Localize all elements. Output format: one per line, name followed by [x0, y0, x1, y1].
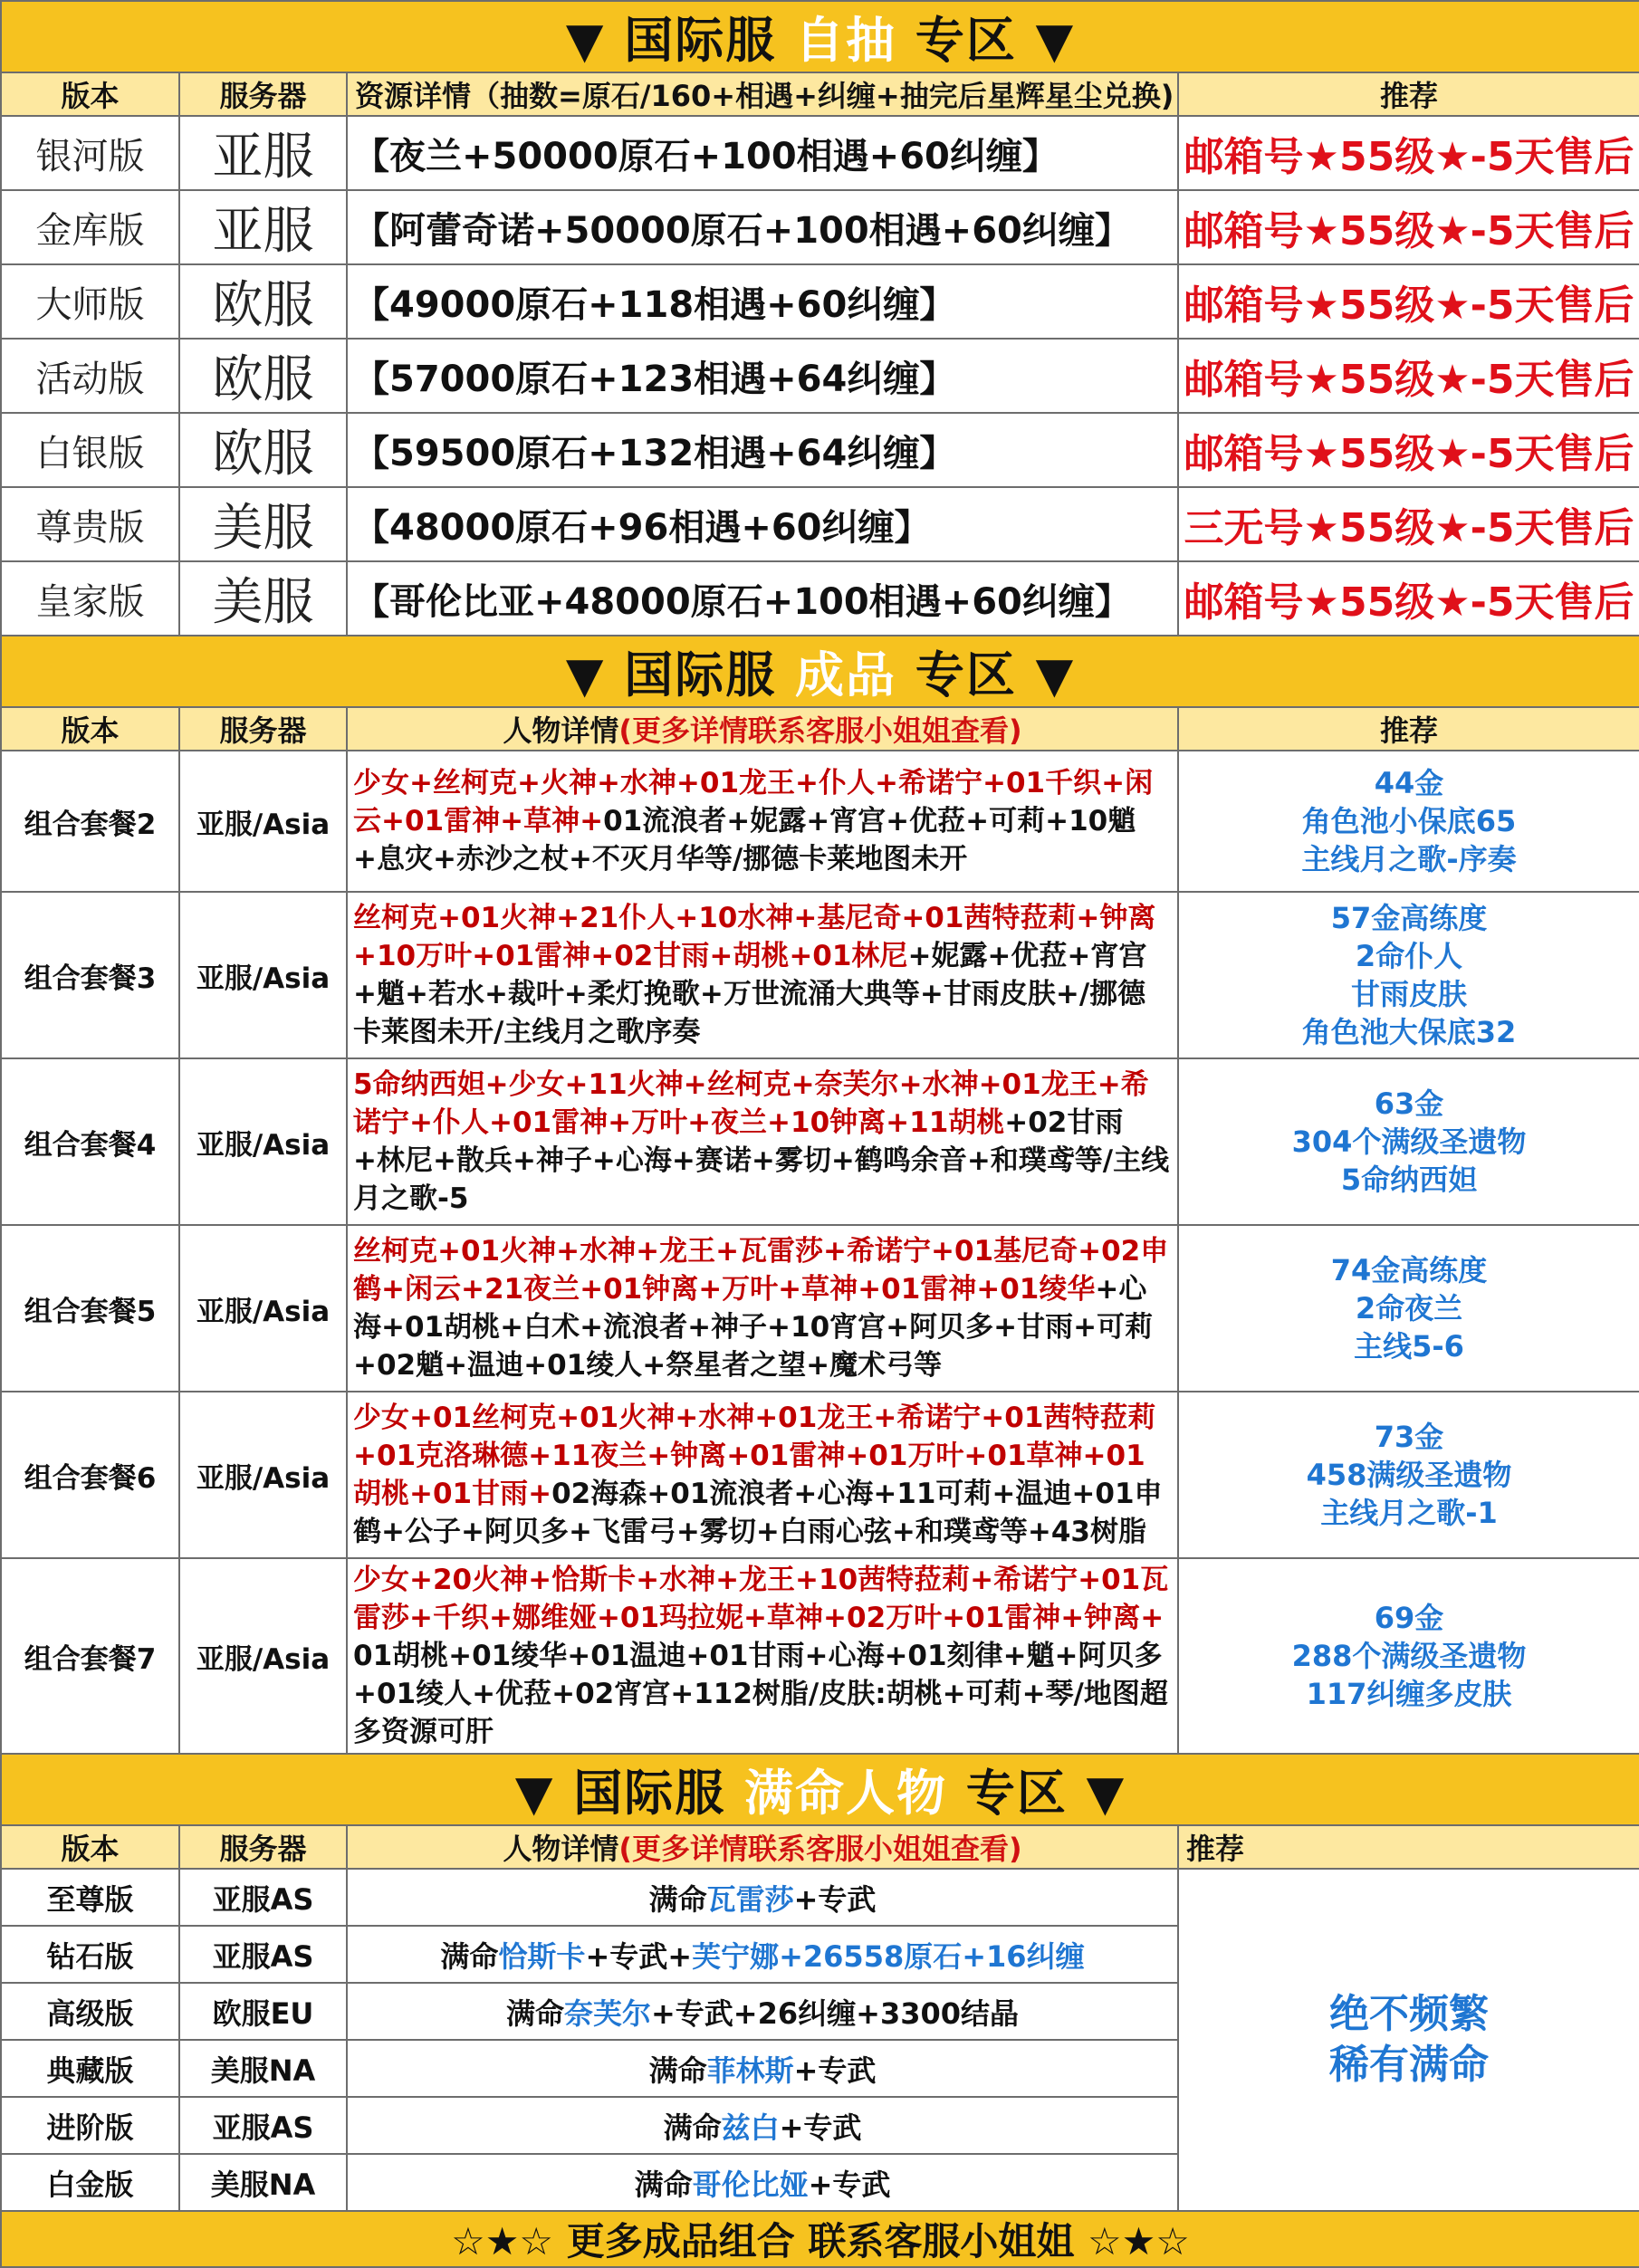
text-span: ▼ 国际服: [514, 1765, 745, 1822]
text-span: 5命纳西妲+少女+11火神+丝柯克+奈芙尔+水神+01龙王+希诺宁+仆人+01雷神+万叶+夜兰+10钟离+11胡桃: [353, 1068, 1149, 1139]
header-server: 服务器: [179, 72, 347, 116]
version-cell: 银河版: [1, 116, 179, 190]
text-span: 兹白: [721, 2110, 780, 2145]
server-cell: 欧服: [179, 339, 347, 413]
recommend-line: 角色池小保底65: [1301, 804, 1517, 838]
section1-banner: [1, 1, 1639, 72]
table-row: [1, 190, 1639, 264]
text-span: 成品: [795, 646, 897, 703]
version-cell: 金库版: [1, 190, 179, 264]
server-cell: 欧服: [179, 413, 347, 487]
text-span: 满命: [505, 1995, 564, 2031]
server-cell: 欧服EU: [179, 1983, 347, 2040]
detail-cell: 【57000原石+123相遇+64纠缠】: [347, 339, 1178, 413]
version-cell: 组合套餐6: [1, 1392, 179, 1558]
section-banner: [1, 1754, 1639, 1825]
recommend-line: 57金高练度: [1330, 901, 1488, 935]
text-span: 满命: [440, 1938, 499, 1974]
recommend-cell: [1178, 1558, 1639, 1754]
header-version: 版本: [1, 72, 179, 116]
text-span: 少女+20火神+恰斯卡+水神+龙王+10茜特菈莉+希诺宁+01瓦雷莎+千织+娜维娅+01玛拉妮+草神+02万叶+01雷神+钟离+: [353, 1564, 1169, 1634]
text-span: 芙宁娜+26558原石+16纠缠: [692, 1938, 1085, 1974]
text-span: 丝柯克+01火神+水神+龙王+瓦雷莎+希诺宁+01基尼奇+02申鹤+闲云+21夜兰+01钟离+万叶+草神+01雷神+01绫华: [353, 1235, 1169, 1306]
section-banner: [1, 636, 1639, 707]
detail-cell: [347, 1869, 1178, 1926]
header-recommend: 推荐: [1178, 72, 1639, 116]
text-span: 少女+丝柯克+火神+水神+01龙王+仆人+希诺宁+01千织+闲云+01雷神+草神+: [353, 767, 1154, 837]
footer-banner: ☆★☆ 更多成品组合 联系客服小姐姐 ☆★☆: [1, 2211, 1639, 2267]
header-version: 版本: [1, 1825, 179, 1869]
server-cell: 欧服: [179, 264, 347, 339]
server-cell: 亚服AS: [179, 2097, 347, 2154]
section3-header-row: [1, 1825, 1639, 1869]
text-span: 菲林斯: [706, 2053, 794, 2088]
version-cell: 组合套餐2: [1, 751, 179, 892]
recommend-line: 甘雨皮肤: [1351, 977, 1468, 1011]
header-version: 版本: [1, 707, 179, 751]
recommend-line: 稀有满命: [1329, 2042, 1490, 2088]
recommend-line: 角色池大保底32: [1301, 1015, 1517, 1049]
server-cell: 亚服: [179, 190, 347, 264]
recommend-cell: [1178, 1869, 1639, 2211]
server-cell: 亚服: [179, 116, 347, 190]
text-span: (更多详情联系客服小姐姐查看): [618, 1832, 1022, 1866]
text-span: 恰斯卡: [498, 1938, 586, 1974]
detail-cell: [347, 2097, 1178, 2154]
text-span: +专武: [793, 1881, 877, 1917]
text-span: +专武+: [585, 1938, 693, 1974]
version-cell: 尊贵版: [1, 487, 179, 561]
recommend-cell: 邮箱号★55级★-5天售后: [1178, 561, 1639, 636]
recommend-line: 2命仆人: [1355, 939, 1463, 973]
version-cell: 组合套餐5: [1, 1225, 179, 1392]
detail-cell: [347, 2154, 1178, 2211]
table-row: [1, 561, 1639, 636]
table-row: [1, 1558, 1639, 1754]
text-span: 01胡桃+01绫华+01温迪+01甘雨+心海+01刻律+魈+阿贝多+01绫人+优菈+02宵宫+112树脂/皮肤:胡桃+可莉+琴/地图超多资源可肝: [353, 1640, 1168, 1748]
text-span: 少女+01丝柯克+01火神+水神+01龙王+希诺宁+01茜特菈莉+01克洛琳德+11夜兰+钟离+01雷神+01万叶+01草神+01胡桃+01甘雨+: [353, 1402, 1156, 1510]
server-cell: 美服: [179, 561, 347, 636]
recommend-cell: 邮箱号★55级★-5天售后: [1178, 116, 1639, 190]
server-cell: 美服NA: [179, 2040, 347, 2097]
detail-cell: 【59500原石+132相遇+64纠缠】: [347, 413, 1178, 487]
recommend-cell: 邮箱号★55级★-5天售后: [1178, 264, 1639, 339]
section-banner: [1, 1, 1639, 72]
version-cell: 高级版: [1, 1983, 179, 2040]
text-span: ▼ 国际服: [565, 12, 796, 69]
text-span: +专武: [779, 2110, 862, 2145]
version-cell: 钻石版: [1, 1926, 179, 1983]
text-span: +妮露+优菈+宵宫+魈+若水+裁叶+柔灯挽歌+万世流涌大典等+甘雨皮肤+/挪德卡莱图未开/主线月之歌序奏: [353, 940, 1147, 1048]
section2-banner: [1, 636, 1639, 707]
text-span: 专区 ▼: [896, 12, 1076, 69]
server-cell: 亚服/Asia: [179, 1058, 347, 1225]
header-server: 服务器: [179, 707, 347, 751]
detail-cell: 【48000原石+96相遇+60纠缠】: [347, 487, 1178, 561]
server-cell: 美服: [179, 487, 347, 561]
header-detail: [347, 707, 1178, 751]
recommend-line: 主线月之歌-1: [1320, 1496, 1498, 1530]
text-span: 瓦雷莎: [706, 1881, 794, 1917]
detail-cell: [347, 1926, 1178, 1983]
table-row: [1, 1058, 1639, 1225]
header-detail: 资源详情（抽数=原石/160+相遇+纠缠+抽完后星辉星尘兑换): [347, 72, 1178, 116]
text-span: 满命: [648, 1881, 707, 1917]
text-span: 满命: [634, 2167, 693, 2202]
text-span: 奈芙尔: [563, 1995, 651, 2031]
text-span: 专区 ▼: [947, 1765, 1126, 1822]
recommend-line: 44金: [1374, 766, 1444, 800]
recommend-cell: [1178, 1392, 1639, 1558]
text-span: 哥伦比娅: [692, 2167, 809, 2202]
version-cell: 组合套餐3: [1, 892, 179, 1058]
text-span: +专武: [793, 2053, 877, 2088]
table-row: [1, 892, 1639, 1058]
recommend-line: 主线5-6: [1354, 1329, 1464, 1364]
version-cell: 活动版: [1, 339, 179, 413]
recommend-cell: [1178, 892, 1639, 1058]
table-row: [1, 1392, 1639, 1558]
table-row: [1, 1225, 1639, 1392]
recommend-line: 74金高练度: [1330, 1253, 1488, 1287]
server-cell: 美服NA: [179, 2154, 347, 2211]
text-span: ▼ 国际服: [565, 646, 796, 703]
text-span: 人物详情: [503, 1832, 619, 1866]
text-span: (更多详情联系客服小姐姐查看): [618, 713, 1022, 748]
section2-header-row: [1, 707, 1639, 751]
server-cell: 亚服/Asia: [179, 1225, 347, 1392]
header-server: 服务器: [179, 1825, 347, 1869]
version-cell: 进阶版: [1, 2097, 179, 2154]
server-cell: 亚服/Asia: [179, 1558, 347, 1754]
server-cell: 亚服/Asia: [179, 892, 347, 1058]
detail-cell: 【哥伦比亚+48000原石+100相遇+60纠缠】: [347, 561, 1178, 636]
text-span: +心海+01胡桃+白术+流浪者+神子+10宵宫+阿贝多+甘雨+可莉+02魈+温迪+01绫人+祭星者之望+魔术弓等: [353, 1273, 1154, 1382]
table-row: [1, 264, 1639, 339]
text-span: 满命: [663, 2110, 722, 2145]
detail-cell: [347, 751, 1178, 892]
detail-cell: 【49000原石+118相遇+60纠缠】: [347, 264, 1178, 339]
recommend-line: 73金: [1374, 1420, 1444, 1454]
text-span: 自抽: [795, 12, 897, 69]
text-span: 01流浪者+妮露+宵宫+优菈+可莉+10魈+息灾+赤沙之杖+不灭月华等/挪德卡莱地图未开: [353, 805, 1136, 876]
table-row: [1, 1869, 1639, 1926]
table-row: [1, 751, 1639, 892]
detail-cell: [347, 892, 1178, 1058]
recommend-line: 458满级圣遗物: [1306, 1458, 1512, 1492]
recommend-line: 304个满级圣遗物: [1291, 1124, 1527, 1159]
table-row: [1, 487, 1639, 561]
text-span: +专武+26纠缠+3300结晶: [650, 1995, 1020, 2031]
recommend-cell: 三无号★55级★-5天售后: [1178, 487, 1639, 561]
recommend-line: 5命纳西妲: [1340, 1163, 1478, 1197]
version-cell: 大师版: [1, 264, 179, 339]
version-cell: 组合套餐7: [1, 1558, 179, 1754]
version-cell: 典藏版: [1, 2040, 179, 2097]
text-span: 人物详情: [503, 713, 619, 748]
text-span: +专武: [808, 2167, 891, 2202]
footer-row: [1, 2211, 1639, 2267]
recommend-line: 288个满级圣遗物: [1291, 1639, 1527, 1673]
recommend-line: 63金: [1374, 1086, 1444, 1121]
server-cell: 亚服AS: [179, 1926, 347, 1983]
table-row: [1, 339, 1639, 413]
detail-cell: [347, 1225, 1178, 1392]
recommend-line: 绝不频繁: [1329, 1991, 1490, 2037]
recommend-cell: [1178, 1225, 1639, 1392]
recommend-cell: 邮箱号★55级★-5天售后: [1178, 413, 1639, 487]
recommend-line: 2命夜兰: [1355, 1291, 1463, 1325]
recommend-cell: 邮箱号★55级★-5天售后: [1178, 339, 1639, 413]
recommend-line: 主线月之歌-序奏: [1301, 842, 1517, 876]
table-row: [1, 413, 1639, 487]
text-span: 丝柯克+01火神+21仆人+10水神+基尼奇+01茜特菈莉+钟离+10万叶+01雷神+02甘雨+胡桃+01林尼: [353, 902, 1156, 972]
version-cell: 至尊版: [1, 1869, 179, 1926]
text-span: +02甘雨+林尼+散兵+神子+心海+赛诺+雾切+鹤鸣余音+和璞鸢等/主线月之歌-5: [353, 1106, 1170, 1215]
server-cell: 亚服AS: [179, 1869, 347, 1926]
recommend-cell: [1178, 751, 1639, 892]
text-span: 满命人物: [744, 1765, 948, 1822]
detail-cell: [347, 1392, 1178, 1558]
text-span: 专区 ▼: [896, 646, 1076, 703]
recommend-line: 69金: [1374, 1601, 1444, 1635]
section1-header-row: [1, 72, 1639, 116]
detail-cell: [347, 1558, 1178, 1754]
header-recommend: 推荐: [1178, 1825, 1639, 1869]
detail-cell: [347, 1983, 1178, 2040]
header-detail: [347, 1825, 1178, 1869]
recommend-cell: 邮箱号★55级★-5天售后: [1178, 190, 1639, 264]
version-cell: 白银版: [1, 413, 179, 487]
section3-banner: [1, 1754, 1639, 1825]
recommend-line: 117纠缠多皮肤: [1306, 1677, 1512, 1711]
text-span: 02海森+01流浪者+心海+11可莉+温迪+01申鹤+公子+阿贝多+飞雷弓+雾切+白雨心弦+和璞鸢等+43树脂: [353, 1478, 1163, 1548]
text-span: 满命: [648, 2053, 707, 2088]
version-cell: 白金版: [1, 2154, 179, 2211]
header-recommend: 推荐: [1178, 707, 1639, 751]
version-cell: 组合套餐4: [1, 1058, 179, 1225]
detail-cell: 【阿蕾奇诺+50000原石+100相遇+60纠缠】: [347, 190, 1178, 264]
detail-cell: 【夜兰+50000原石+100相遇+60纠缠】: [347, 116, 1178, 190]
detail-cell: [347, 2040, 1178, 2097]
server-cell: 亚服/Asia: [179, 751, 347, 892]
recommend-cell: [1178, 1058, 1639, 1225]
detail-cell: [347, 1058, 1178, 1225]
server-cell: 亚服/Asia: [179, 1392, 347, 1558]
table-row: [1, 116, 1639, 190]
version-cell: 皇家版: [1, 561, 179, 636]
